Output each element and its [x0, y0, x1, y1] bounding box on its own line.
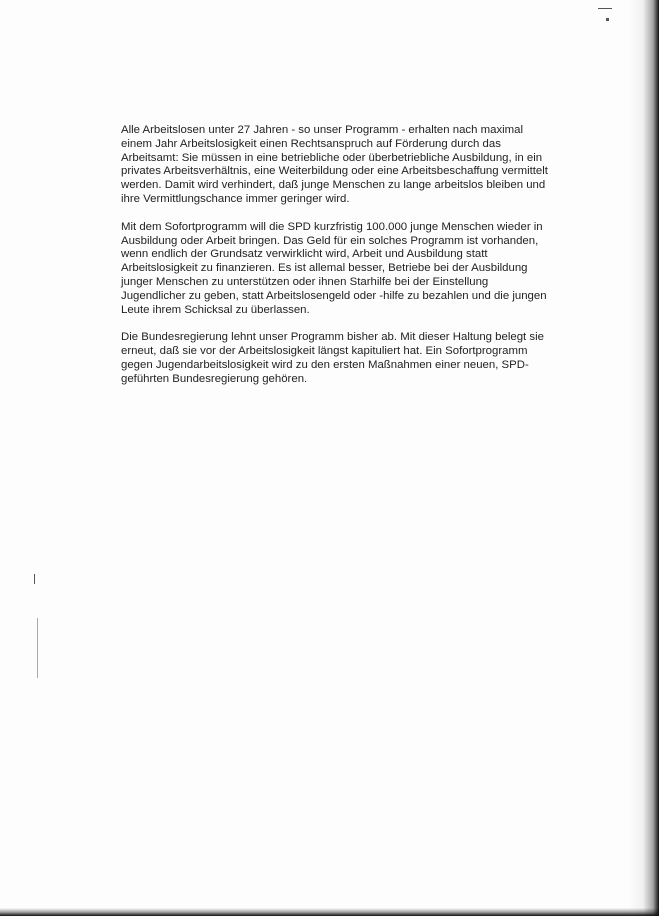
text-line: geführten Bundesregierung gehören. — [121, 372, 308, 385]
text-line: erneut, daß sie vor der Arbeitslosigkeit längst kapituliert hat. Ein Sofortprogramm — [121, 345, 528, 358]
text-line: Arbeitsamt: Sie müssen in eine betriebliche oder überbetriebliche Ausbildung, in ein — [121, 151, 543, 164]
scan-speck — [606, 18, 609, 21]
body-text — [121, 124, 548, 401]
scan-speck — [598, 8, 612, 9]
text-line: Jugendlicher zu geben, statt Arbeitslosengeld oder -hilfe zu bezahlen und die jungen — [121, 289, 547, 302]
paragraph-2 — [121, 220, 547, 318]
scan-speck — [37, 618, 38, 678]
text-line: Mit dem Sofortprogramm will die SPD kurzfristig 100.000 junge Menschen wieder in — [121, 220, 543, 233]
paragraph-1 — [121, 124, 548, 207]
text-line: gegen Jugendarbeitslosigkeit wird zu den ersten Maßnahmen einer neuen, SPD- — [121, 358, 529, 371]
text-line: privates Arbeitsverhältnis, eine Weiterbildung oder eine Arbeitsbeschaffung vermittelt — [121, 165, 548, 178]
scan-edge-bottom — [0, 908, 659, 916]
scan-speck — [34, 574, 35, 584]
text-line: Arbeitslosigkeit zu finanzieren. Es ist allemal besser, Betriebe bei der Ausbildung — [121, 262, 528, 275]
paragraph-3 — [121, 331, 544, 386]
text-line: Die Bundesregierung lehnt unser Programm bisher ab. Mit dieser Haltung belegt sie — [121, 331, 544, 344]
text-line: einem Jahr Arbeitslosigkeit einen Rechtsanspruch auf Förderung durch das — [121, 137, 501, 150]
text-line: Ausbildung oder Arbeit bringen. Das Geld für ein solches Programm ist vorhanden, — [121, 234, 539, 247]
text-line: ihre Vermittlungschance immer geringer wird. — [121, 192, 350, 205]
text-line: Leute ihrem Schicksal zu überlassen. — [121, 303, 310, 316]
text-line: junger Menschen zu unterstützen oder ihnen Starhilfe bei der Einstellung — [121, 275, 489, 288]
text-line: Alle Arbeitslosen unter 27 Jahren - so unser Programm - erhalten nach maximal — [121, 124, 524, 136]
text-line: wenn endlich der Grundsatz verwirklicht wird, Arbeit und Ausbildung statt — [121, 248, 488, 261]
scan-edge-right — [629, 0, 659, 916]
text-line: werden. Damit wird verhindert, daß junge Menschen zu lange arbeitslos bleiben und — [121, 179, 546, 192]
